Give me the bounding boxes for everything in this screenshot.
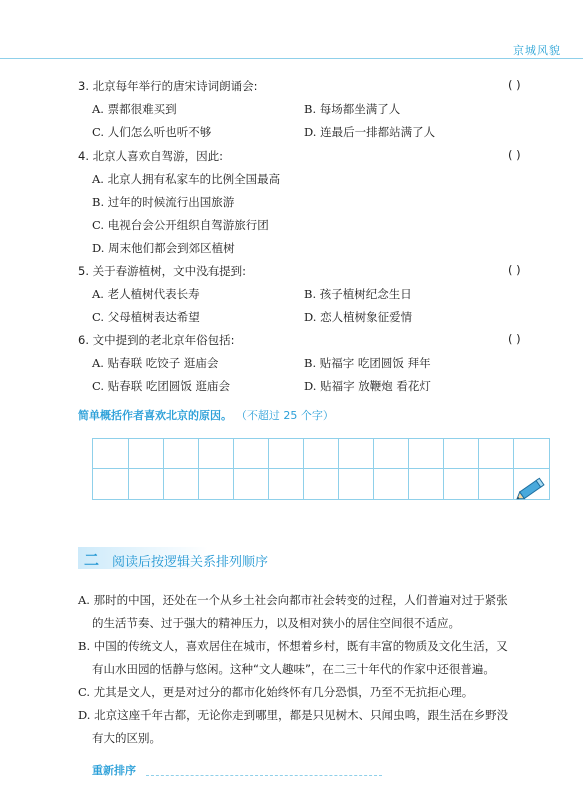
reorder-answer-line[interactable] [146, 775, 382, 776]
question-5-stem-emphasis: 没有 • • [196, 264, 219, 278]
question-3-stem: 3. 北京每年举行的唐宋诗词朗诵会: [78, 79, 258, 93]
grid-col-divider [268, 439, 269, 499]
section-2-number: 二 [84, 551, 100, 569]
grid-col-divider [443, 439, 444, 499]
grid-col-divider [478, 439, 479, 499]
header-rule [0, 58, 583, 59]
paragraph-b-line1: 中国的传统文人，喜欢居住在城市，怀想着乡村，既有丰富的物质及文化生活，又 [93, 639, 508, 653]
paragraph-c [78, 681, 554, 704]
section-2-title: 阅读后按逻辑关系排列顺序 [112, 555, 269, 570]
question-4-option-c[interactable]: C. 电视台会公开组织自驾游旅行团 [92, 218, 269, 232]
grid-col-divider [163, 439, 164, 499]
paragraph-b-line2: 有山水田园的恬静与悠闲。这种“文人趣味”，在二三十年代的作家中还很普遍。 [92, 662, 495, 676]
pencil-icon [514, 476, 548, 505]
paragraph-d-line2: 有大的区别。 [92, 731, 161, 745]
grid-col-divider [338, 439, 339, 499]
summary-task-note: （不超过 25 个字） [235, 409, 334, 422]
question-5-answer-paren[interactable]: ( ) [508, 263, 521, 277]
question-5-option-b[interactable]: B. 孩子植树纪念生日 [304, 287, 412, 301]
grid-row-divider [93, 468, 549, 469]
question-3-option-a[interactable]: A. 票都很难买到 [92, 102, 177, 116]
question-6-answer-paren[interactable]: ( ) [508, 332, 521, 346]
question-6-option-d[interactable]: D. 贴福字 放鞭炮 看花灯 [304, 379, 431, 393]
paragraph-c-label: C. [78, 685, 91, 699]
question-4-option-a[interactable]: A. 北京人拥有私家车的比例全国最高 [92, 172, 281, 186]
question-4-stem: 4. 北京人喜欢自驾游，因此: [78, 149, 224, 163]
grid-col-divider [233, 439, 234, 499]
paragraph-a-line1: 那时的中国，还处在一个从乡土社会向都市社会转变的过程，人们普遍对过于紧张 [93, 593, 508, 607]
paragraph-a-line2: 的生活节奏、过于强大的精神压力，以及相对狭小的居住空间很不适应。 [92, 616, 460, 630]
grid-col-divider [373, 439, 374, 499]
question-5-stem-post: 提到: [219, 264, 247, 278]
question-3-option-c[interactable]: C. 人们怎么听也听不够 [92, 125, 212, 139]
question-5-option-d[interactable]: D. 恋人植树象征爱情 [304, 310, 413, 324]
paragraph-d [78, 704, 554, 750]
question-5-stem-pre: 5. 关于春游植树，文中 [78, 264, 197, 278]
question-6-option-a[interactable]: A. 贴春联 吃饺子 逛庙会 [92, 356, 219, 370]
summary-task [78, 407, 334, 423]
question-4-answer-paren[interactable]: ( ) [508, 148, 521, 162]
grid-col-divider [128, 439, 129, 499]
summary-task-label: 简单概括作者喜欢北京的原因。 [78, 409, 232, 422]
reorder-label: 重新排序 [92, 764, 136, 777]
question-5-option-a[interactable]: A. 老人植树代表长寿 [92, 287, 200, 301]
question-4-option-d[interactable]: D. 周末他们都会到郊区植树 [92, 241, 235, 255]
grid-col-divider [303, 439, 304, 499]
question-6-stem: 6. 文中提到的老北京年俗包括: [78, 333, 235, 347]
paragraph-c-line1: 尤其是文人，更是对过分的都市化始终怀有几分恐惧，乃至不无抗拒心理。 [93, 685, 474, 699]
header-title: 京城风貌 [513, 44, 561, 57]
question-3-answer-paren[interactable]: ( ) [508, 78, 521, 92]
question-3-option-b[interactable]: B. 每场都坐满了人 [304, 102, 401, 116]
question-3-option-d[interactable]: D. 连最后一排都站满了人 [304, 125, 436, 139]
grid-col-divider [198, 439, 199, 499]
paragraph-d-label: D. [78, 708, 91, 722]
question-5-option-c[interactable]: C. 父母植树表达希望 [92, 310, 200, 324]
question-4-option-b[interactable]: B. 过年的时候流行出国旅游 [92, 195, 235, 209]
question-6-option-b[interactable]: B. 贴福字 吃团圆饭 拜年 [304, 356, 431, 370]
question-6-option-c[interactable]: C. 贴春联 吃团圆饭 逛庙会 [92, 379, 231, 393]
grid-col-divider [408, 439, 409, 499]
paragraph-a-label: A. [78, 593, 90, 607]
question-5-stem [78, 263, 246, 279]
paragraph-b [78, 635, 554, 681]
answer-grid[interactable] [92, 438, 550, 500]
paragraph-d-line1: 北京这座千年古都，无论你走到哪里，都是只见树木、只闻虫鸣，跟生活在乡野没 [94, 708, 509, 722]
paragraph-b-label: B. [78, 639, 91, 653]
paragraph-a [78, 589, 554, 635]
